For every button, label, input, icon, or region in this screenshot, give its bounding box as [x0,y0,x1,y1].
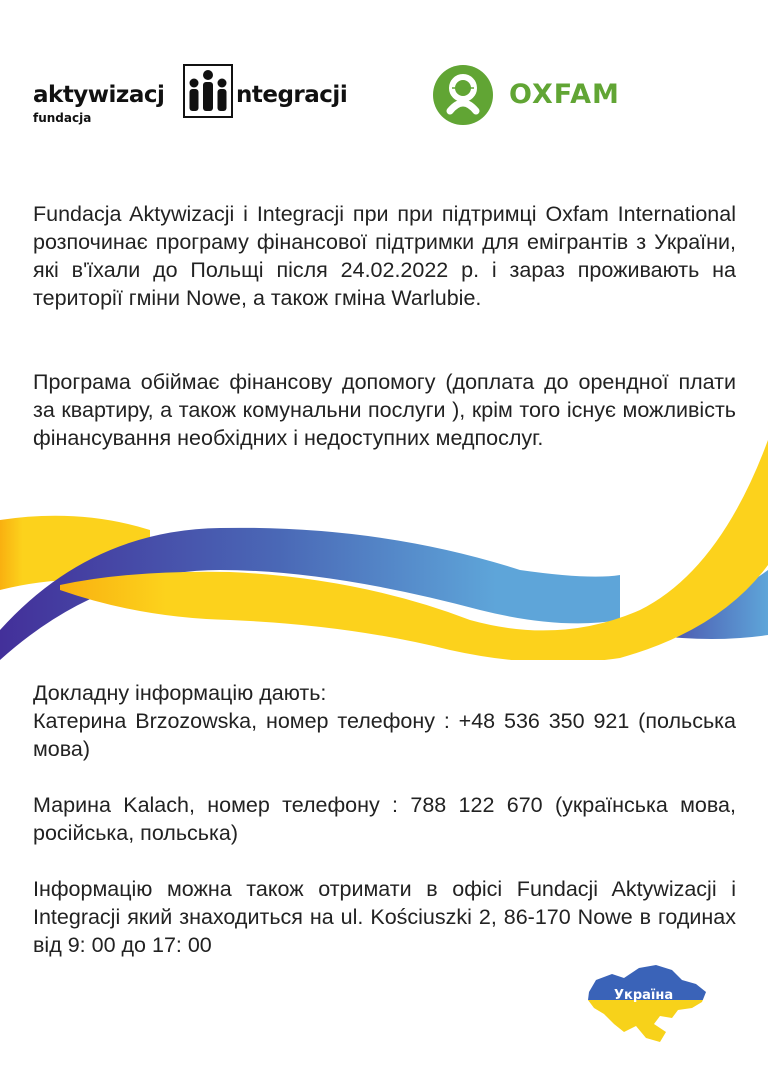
fundacja-logo [33,64,363,134]
logo-word-left: aktywizacj [33,82,165,108]
ukraine-map-icon [584,962,714,1052]
oxfam-wordmark: OXFAM [509,79,620,110]
contacts-heading: Докладну інформацію дають: [33,681,327,705]
people-icon [183,64,233,118]
program-paragraph: Програма обіймає фінансову допомогу (доплата до орендної плати за квартиру, а також комунальни послуги ), крім того існує можливість фінансування необхідних і недоступних медпослуг. [33,370,736,450]
oxfam-logo [433,65,620,127]
intro-paragraph: Fundacja Aktywizacji i Integracji при при підтримці Oxfam International розпочинає програму фінансової підтримки для емігрантів з України, які в'їхали до Польщі після 24.02.2022 р. і зараз проживають на території гміни Nowe, а також гміна Warlubie. [33,202,736,310]
logo-word-right: ntegracji [236,82,348,108]
oxfam-emblem-icon [433,65,493,125]
contact-item: Марина Kalach, номер телефону : 788 122 670 (українська мова, російська, польська) [33,793,736,845]
contact-item: Катерина Brzozowska, номер телефону : +48 536 350 921 (польська мова) [33,709,736,761]
office-info: Інформацію можна також отримати в офісі Fundacji Aktywizacji i Integracji який знаходиться на ul. Kościuszki 2, 86-170 Nowe в годинах від 9: 00 до 17: 00 [33,877,736,957]
ukraine-flag-ribbon [0,420,768,660]
logo-subtitle: fundacja [33,111,92,125]
ukraine-label: Україна [614,988,674,1003]
